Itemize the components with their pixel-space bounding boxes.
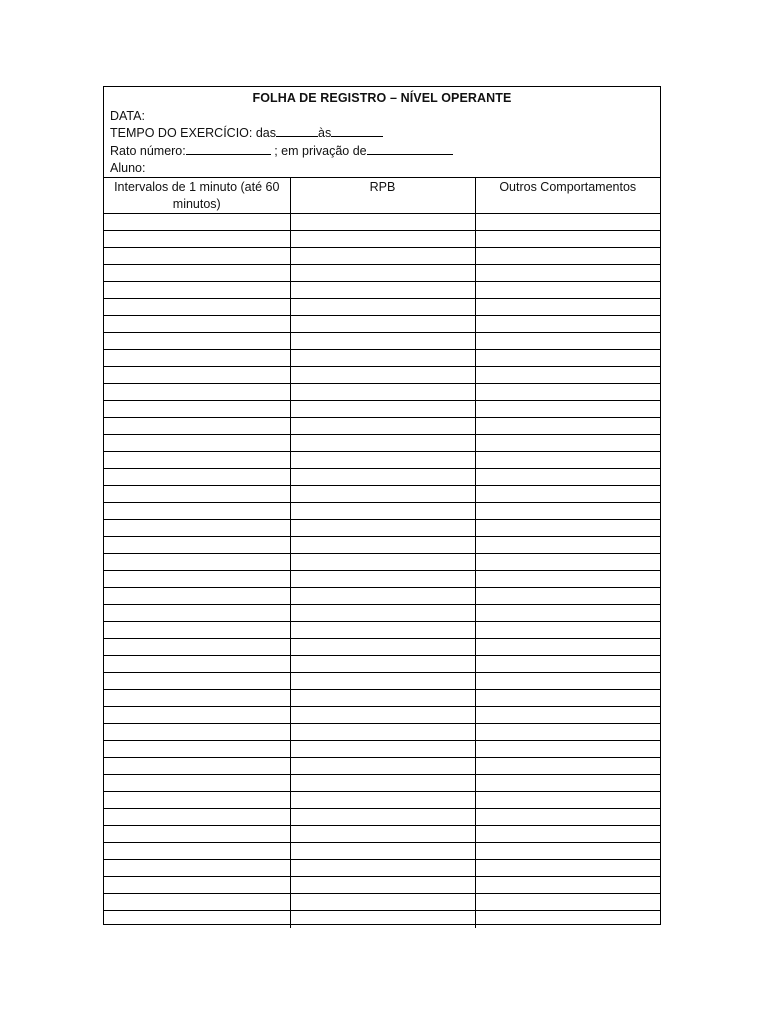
interval-cell: [104, 690, 290, 707]
other-behaviors-cell: [475, 571, 660, 588]
deprivation-label: ; em privação de: [274, 143, 367, 158]
table-row: [104, 537, 660, 554]
interval-cell: [104, 316, 290, 333]
rpb-cell: [290, 690, 475, 707]
interval-cell: [104, 673, 290, 690]
form-title: FOLHA DE REGISTRO – NÍVEL OPERANTE: [252, 91, 512, 105]
interval-cell: [104, 588, 290, 605]
rpb-cell: [290, 826, 475, 843]
other-behaviors-cell: [475, 656, 660, 673]
rpb-cell: [290, 877, 475, 894]
table-row: [104, 486, 660, 503]
rpb-cell: [290, 843, 475, 860]
table-row: [104, 741, 660, 758]
rpb-cell: [290, 605, 475, 622]
rpb-cell: [290, 775, 475, 792]
exercise-time-line: [110, 125, 654, 143]
record-table: [104, 178, 660, 928]
table-row: [104, 333, 660, 350]
rpb-cell: [290, 350, 475, 367]
table-row: [104, 588, 660, 605]
rpb-cell: [290, 503, 475, 520]
rpb-cell: [290, 537, 475, 554]
interval-cell: [104, 520, 290, 537]
other-behaviors-cell: [475, 486, 660, 503]
rpb-cell: [290, 265, 475, 282]
rat-number-label: Rato número:: [110, 143, 186, 158]
other-behaviors-cell: [475, 792, 660, 809]
table-row: [104, 469, 660, 486]
rpb-cell: [290, 639, 475, 656]
rpb-cell: [290, 367, 475, 384]
interval-cell: [104, 265, 290, 282]
rpb-cell: [290, 758, 475, 775]
rpb-cell: [290, 588, 475, 605]
interval-cell: [104, 843, 290, 860]
other-behaviors-cell: [475, 384, 660, 401]
other-behaviors-cell: [475, 690, 660, 707]
rpb-cell: [290, 469, 475, 486]
interval-cell: [104, 877, 290, 894]
table-row: [104, 384, 660, 401]
rpb-cell: [290, 418, 475, 435]
rpb-cell: [290, 231, 475, 248]
rpb-cell: [290, 707, 475, 724]
table-row: [104, 877, 660, 894]
deprivation-blank: [367, 143, 453, 155]
table-row: [104, 656, 660, 673]
rpb-cell: [290, 214, 475, 231]
start-time-blank: [276, 125, 318, 137]
other-behaviors-cell: [475, 367, 660, 384]
rpb-cell: [290, 299, 475, 316]
table-row: [104, 214, 660, 231]
rpb-cell: [290, 486, 475, 503]
interval-cell: [104, 622, 290, 639]
table-row: [104, 452, 660, 469]
table-row: [104, 843, 660, 860]
table-row: [104, 605, 660, 622]
interval-cell: [104, 758, 290, 775]
rpb-cell: [290, 316, 475, 333]
other-behaviors-cell: [475, 248, 660, 265]
other-behaviors-cell: [475, 503, 660, 520]
rpb-cell: [290, 384, 475, 401]
interval-cell: [104, 911, 290, 928]
rpb-cell: [290, 248, 475, 265]
other-behaviors-cell: [475, 724, 660, 741]
table-row: [104, 367, 660, 384]
interval-cell: [104, 724, 290, 741]
rpb-cell: [290, 860, 475, 877]
interval-cell: [104, 503, 290, 520]
other-behaviors-cell: [475, 741, 660, 758]
rat-number-blank: [186, 143, 271, 155]
table-row: [104, 639, 660, 656]
other-behaviors-cell: [475, 435, 660, 452]
other-behaviors-cell: [475, 605, 660, 622]
column-header-rpb: RPB: [290, 178, 475, 214]
interval-cell: [104, 741, 290, 758]
interval-cell: [104, 656, 290, 673]
table-row: [104, 792, 660, 809]
other-behaviors-cell: [475, 639, 660, 656]
other-behaviors-cell: [475, 877, 660, 894]
other-behaviors-cell: [475, 758, 660, 775]
form-header: [104, 87, 660, 178]
exercise-time-label: TEMPO DO EXERCÍCIO: das: [110, 126, 277, 141]
other-behaviors-cell: [475, 452, 660, 469]
table-row: [104, 248, 660, 265]
interval-cell: [104, 860, 290, 877]
table-row: [104, 316, 660, 333]
other-behaviors-cell: [475, 554, 660, 571]
rpb-cell: [290, 724, 475, 741]
interval-cell: [104, 367, 290, 384]
rpb-cell: [290, 673, 475, 690]
rpb-cell: [290, 554, 475, 571]
interval-cell: [104, 282, 290, 299]
other-behaviors-cell: [475, 809, 660, 826]
table-row: [104, 707, 660, 724]
table-header-row: [104, 178, 660, 214]
interval-cell: [104, 894, 290, 911]
other-behaviors-cell: [475, 469, 660, 486]
table-row: [104, 775, 660, 792]
table-row: [104, 265, 660, 282]
table-row: [104, 401, 660, 418]
rpb-cell: [290, 520, 475, 537]
other-behaviors-cell: [475, 265, 660, 282]
date-label: DATA:: [110, 108, 145, 123]
column-header-intervals: Intervalos de 1 minuto (até 60 minutos): [104, 178, 290, 214]
table-row: [104, 673, 660, 690]
table-row: [104, 690, 660, 707]
table-row: [104, 299, 660, 316]
interval-cell: [104, 554, 290, 571]
interval-cell: [104, 350, 290, 367]
interval-cell: [104, 605, 290, 622]
end-time-blank: [331, 125, 383, 137]
interval-cell: [104, 384, 290, 401]
interval-cell: [104, 435, 290, 452]
interval-cell: [104, 248, 290, 265]
interval-cell: [104, 469, 290, 486]
other-behaviors-cell: [475, 282, 660, 299]
other-behaviors-cell: [475, 775, 660, 792]
other-behaviors-cell: [475, 894, 660, 911]
other-behaviors-cell: [475, 418, 660, 435]
column-header-other-behaviors: Outros Comportamentos: [475, 178, 660, 214]
date-line: [110, 108, 654, 126]
other-behaviors-cell: [475, 333, 660, 350]
other-behaviors-cell: [475, 588, 660, 605]
other-behaviors-cell: [475, 350, 660, 367]
student-label: Aluno:: [110, 161, 146, 176]
table-row: [104, 860, 660, 877]
table-row: [104, 231, 660, 248]
student-line: [110, 160, 654, 178]
interval-cell: [104, 214, 290, 231]
table-row: [104, 724, 660, 741]
rpb-cell: [290, 435, 475, 452]
interval-cell: [104, 401, 290, 418]
table-row: [104, 282, 660, 299]
table-row: [104, 809, 660, 826]
table-row: [104, 350, 660, 367]
interval-cell: [104, 775, 290, 792]
rpb-cell: [290, 911, 475, 928]
rpb-cell: [290, 809, 475, 826]
rat-line: [110, 143, 654, 161]
rpb-cell: [290, 452, 475, 469]
interval-cell: [104, 418, 290, 435]
interval-cell: [104, 792, 290, 809]
interval-cell: [104, 299, 290, 316]
rpb-cell: [290, 656, 475, 673]
table-row: [104, 571, 660, 588]
table-row: [104, 826, 660, 843]
rpb-cell: [290, 622, 475, 639]
rpb-cell: [290, 333, 475, 350]
table-row: [104, 503, 660, 520]
rpb-cell: [290, 741, 475, 758]
interval-cell: [104, 809, 290, 826]
table-row: [104, 435, 660, 452]
other-behaviors-cell: [475, 826, 660, 843]
rpb-cell: [290, 894, 475, 911]
interval-cell: [104, 452, 290, 469]
table-row: [104, 758, 660, 775]
other-behaviors-cell: [475, 401, 660, 418]
table-row: [104, 554, 660, 571]
other-behaviors-cell: [475, 707, 660, 724]
rpb-cell: [290, 571, 475, 588]
other-behaviors-cell: [475, 299, 660, 316]
interval-cell: [104, 571, 290, 588]
interval-cell: [104, 639, 290, 656]
other-behaviors-cell: [475, 673, 660, 690]
table-row: [104, 911, 660, 928]
rpb-cell: [290, 282, 475, 299]
other-behaviors-cell: [475, 860, 660, 877]
rpb-cell: [290, 401, 475, 418]
other-behaviors-cell: [475, 520, 660, 537]
other-behaviors-cell: [475, 316, 660, 333]
other-behaviors-cell: [475, 214, 660, 231]
table-row: [104, 418, 660, 435]
other-behaviors-cell: [475, 622, 660, 639]
interval-cell: [104, 537, 290, 554]
table-row: [104, 622, 660, 639]
interval-cell: [104, 333, 290, 350]
table-row: [104, 520, 660, 537]
table-body: [104, 214, 660, 928]
interval-cell: [104, 486, 290, 503]
table-row: [104, 894, 660, 911]
interval-cell: [104, 231, 290, 248]
interval-cell: [104, 707, 290, 724]
exercise-time-to-label: às: [318, 126, 332, 141]
rpb-cell: [290, 792, 475, 809]
other-behaviors-cell: [475, 843, 660, 860]
other-behaviors-cell: [475, 537, 660, 554]
other-behaviors-cell: [475, 911, 660, 928]
record-sheet: [103, 86, 661, 925]
other-behaviors-cell: [475, 231, 660, 248]
interval-cell: [104, 826, 290, 843]
